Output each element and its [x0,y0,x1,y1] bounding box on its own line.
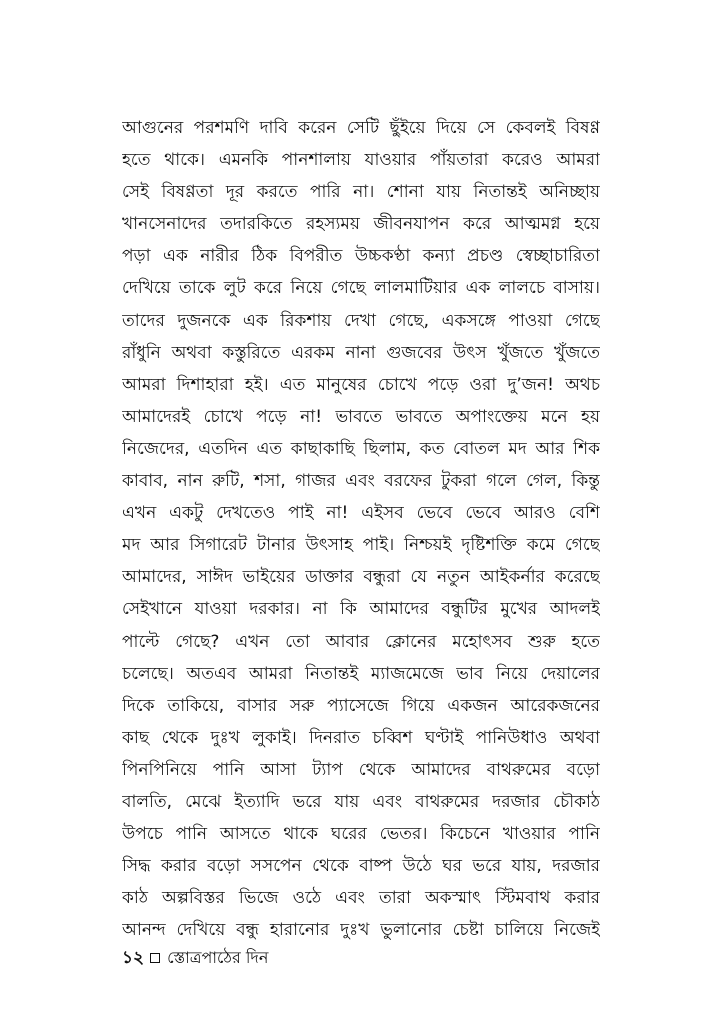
text-line: পিনপিনিয়ে পানি আসা ট্যাপ থেকে আমাদের বাথরুমের বড়ো [122,759,600,780]
text-line: পড়া এক নারীর ঠিক বিপরীত উচ্চকণ্ঠা কন্যা প্রচণ্ড স্বেচ্ছাচারিতা [122,246,600,267]
text-line: বালতি, মেঝে ইত্যাদি ভরে যায় এবং বাথরুমের দরজার চৌকাঠ [122,791,600,812]
text-line: সেইখানে যাওয়া দরকার। না কি আমাদের বন্ধুটির মুখের আদলই [122,599,600,620]
body-paragraph [122,112,600,946]
square-outline-icon [150,953,160,963]
text-line: চলেছে। অতএব আমরা নিতান্তই ম্যাজমেজে ভাব নিয়ে দেয়ালের [122,663,600,684]
text-line: আনন্দ দেখিয়ে বন্ধু হারানোর দুঃখ ভুলানোর চেষ্টা চালিয়ে নিজেই [122,920,600,941]
text-line: আমাদেরই চোখে পড়ে না! ভাবতে ভাবতে অপাংক্তেয় মনে হয় [122,406,600,427]
text-line: উপচে পানি আসতে থাকে ঘরের ভেতর। কিচেনে খাওয়ার পানি [122,824,600,845]
text-line: দেখিয়ে তাকে লুট করে নিয়ে গেছে লালমাটিয়ার এক লালচে বাসায়। [122,278,600,299]
text-line: কাঠ অল্পবিস্তর ভিজে ওঠে এবং তারা অকস্মাৎ স্টিমবাথ করার [122,888,600,909]
text-line: আমরা দিশাহারা হই। এত মানুষের চোখে পড়ে ওরা দু’জন! অথচ [122,374,600,395]
page-footer [122,946,268,970]
text-line: খানসেনাদের তদারকিতে রহস্যময় জীবনযাপন করে আত্মমগ্ন হয়ে [122,214,600,235]
text-line: কাছ থেকে দুঃখ লুকাই। দিনরাত চব্বিশ ঘণ্টাই পানিউধাও অথবা [122,727,600,748]
text-line: তাদের দুজনকে এক রিকশায় দেখা গেছে, একসঙ্গে পাওয়া গেছে [122,310,600,331]
text-line: হতে থাকে। এমনকি পানশালায় যাওয়ার পাঁয়তারা করেও আমরা [122,150,600,171]
text-line: সেই বিষণ্ণতা দূর করতে পারি না। শোনা যায় নিতান্তই অনিচ্ছায় [122,182,600,203]
text-line: পাল্টে গেছে? এখন তো আবার ক্লোনের মহোৎসব শুরু হতে [122,631,600,652]
page-number: ১২ [122,948,145,968]
text-line: এখন একটু দেখতেও পাই না! এইসব ভেবে ভেবে আরও বেশি [122,503,600,524]
text-line: কাবাব, নান রুটি, শসা, গাজর এবং বরফের টুকরা গলে গেল, কিন্তু [122,471,600,492]
text-line: দিকে তাকিয়ে, বাসার সরু প্যাসেজে গিয়ে একজন আরেকজনের [122,695,600,716]
text-line: রাঁধুনি অথবা কস্তুরিতে এরকম নানা গুজবের উৎস খুঁজতে খুঁজতে [122,342,600,363]
text-line: আমাদের, সাঈদ ভাইয়ের ডাক্তার বন্ধুরা যে নতুন আইকর্নার করেছে [122,567,600,588]
text-line: সিদ্ধ করার বড়ো সসপেন থেকে বাষ্প উঠে ঘর ভরে যায়, দরজার [122,856,600,877]
text-line: নিজেদের, এতদিন এত কাছাকাছি ছিলাম, কত বোতল মদ আর শিক [122,438,600,459]
text-line: মদ আর সিগারেট টানার উৎসাহ পাই। নিশ্চয়ই দৃষ্টিশক্তি কমে গেছে [122,535,600,556]
text-line: আগুনের পরশমণি দাবি করেন সেটি ছুঁইয়ে দিয়ে সে কেবলই বিষণ্ণ [122,118,600,138]
running-title: স্তোত্রপাঠের দিন [167,948,269,967]
